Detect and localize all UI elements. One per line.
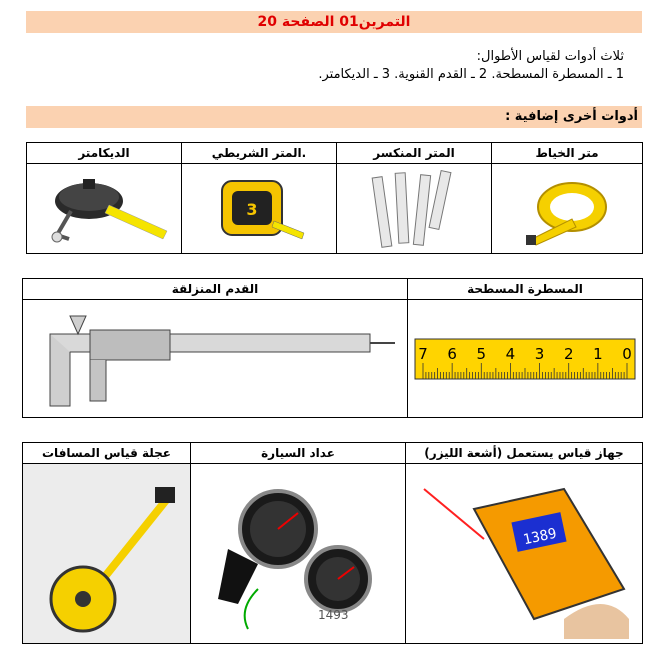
laser-cell xyxy=(406,464,643,644)
header-decameter: الديكامتر xyxy=(27,143,182,164)
ruler-number: 6 xyxy=(447,344,457,363)
decameter-cell xyxy=(27,164,182,254)
decameter-image xyxy=(39,169,169,249)
ruler-number: 1 xyxy=(593,344,603,363)
header-tailor-tape: متر الخياط xyxy=(492,143,643,164)
tape-measure-image xyxy=(204,169,314,249)
header-flat-ruler: المسطرة المسطحة xyxy=(408,279,643,300)
laser-meter-image xyxy=(414,469,634,639)
header-vernier-caliper: القدم المنزلقة xyxy=(23,279,408,300)
ruler-number: 4 xyxy=(505,344,516,363)
vernier-caliper-image xyxy=(30,306,400,411)
measuring-wheel-image xyxy=(27,469,187,639)
header-laser-meter: جهاز قياس يستعمل (أشعة الليزر) xyxy=(406,443,643,464)
header-measuring-wheel: عجلة قياس المسافات xyxy=(23,443,191,464)
exercise-title: التمرين01 الصفحة 20 xyxy=(26,11,642,33)
folding-rule-image xyxy=(359,167,469,251)
ruler-number: 5 xyxy=(476,344,487,363)
header-folding-rule: المتر المنكسر xyxy=(337,143,492,164)
speedometer-caption: 1493 xyxy=(318,607,349,622)
speedometer-cell xyxy=(191,464,406,644)
laser-display-value: 1389 xyxy=(521,525,559,548)
ruler-number: 0 xyxy=(622,344,632,363)
speedometer-image xyxy=(198,469,398,639)
intro-text xyxy=(64,48,624,84)
wheel-cell xyxy=(23,464,191,644)
tools-table-2 xyxy=(22,278,643,418)
tailor-tape-image xyxy=(512,169,622,249)
caliper-cell xyxy=(23,300,408,418)
intro-line-2: 1 ـ المسطرة المسطحة. 2 ـ القدم القنوية. 3 ـ الديكامتر. xyxy=(318,67,624,82)
header-tape-measure: المتر الشريطي. xyxy=(182,143,337,164)
tools-table-3 xyxy=(22,442,643,644)
tailor-tape-cell xyxy=(492,164,643,254)
folding-rule-cell xyxy=(337,164,492,254)
ruler-number: 2 xyxy=(563,344,574,363)
header-speedometer: عداد السيارة xyxy=(191,443,406,464)
tape-measure-cell xyxy=(182,164,337,254)
ruler-number: 3 xyxy=(534,344,545,363)
section-title: أدوات أخرى إضافية : xyxy=(26,106,642,128)
tape-size-label: 3 xyxy=(246,199,258,219)
intro-line-1: ثلاث أدوات لقياس الأطوال: xyxy=(476,49,624,64)
ruler-cell xyxy=(408,300,643,418)
tools-table-1 xyxy=(26,142,643,254)
ruler-number: 7 xyxy=(418,344,428,363)
flat-ruler-image xyxy=(413,337,637,381)
